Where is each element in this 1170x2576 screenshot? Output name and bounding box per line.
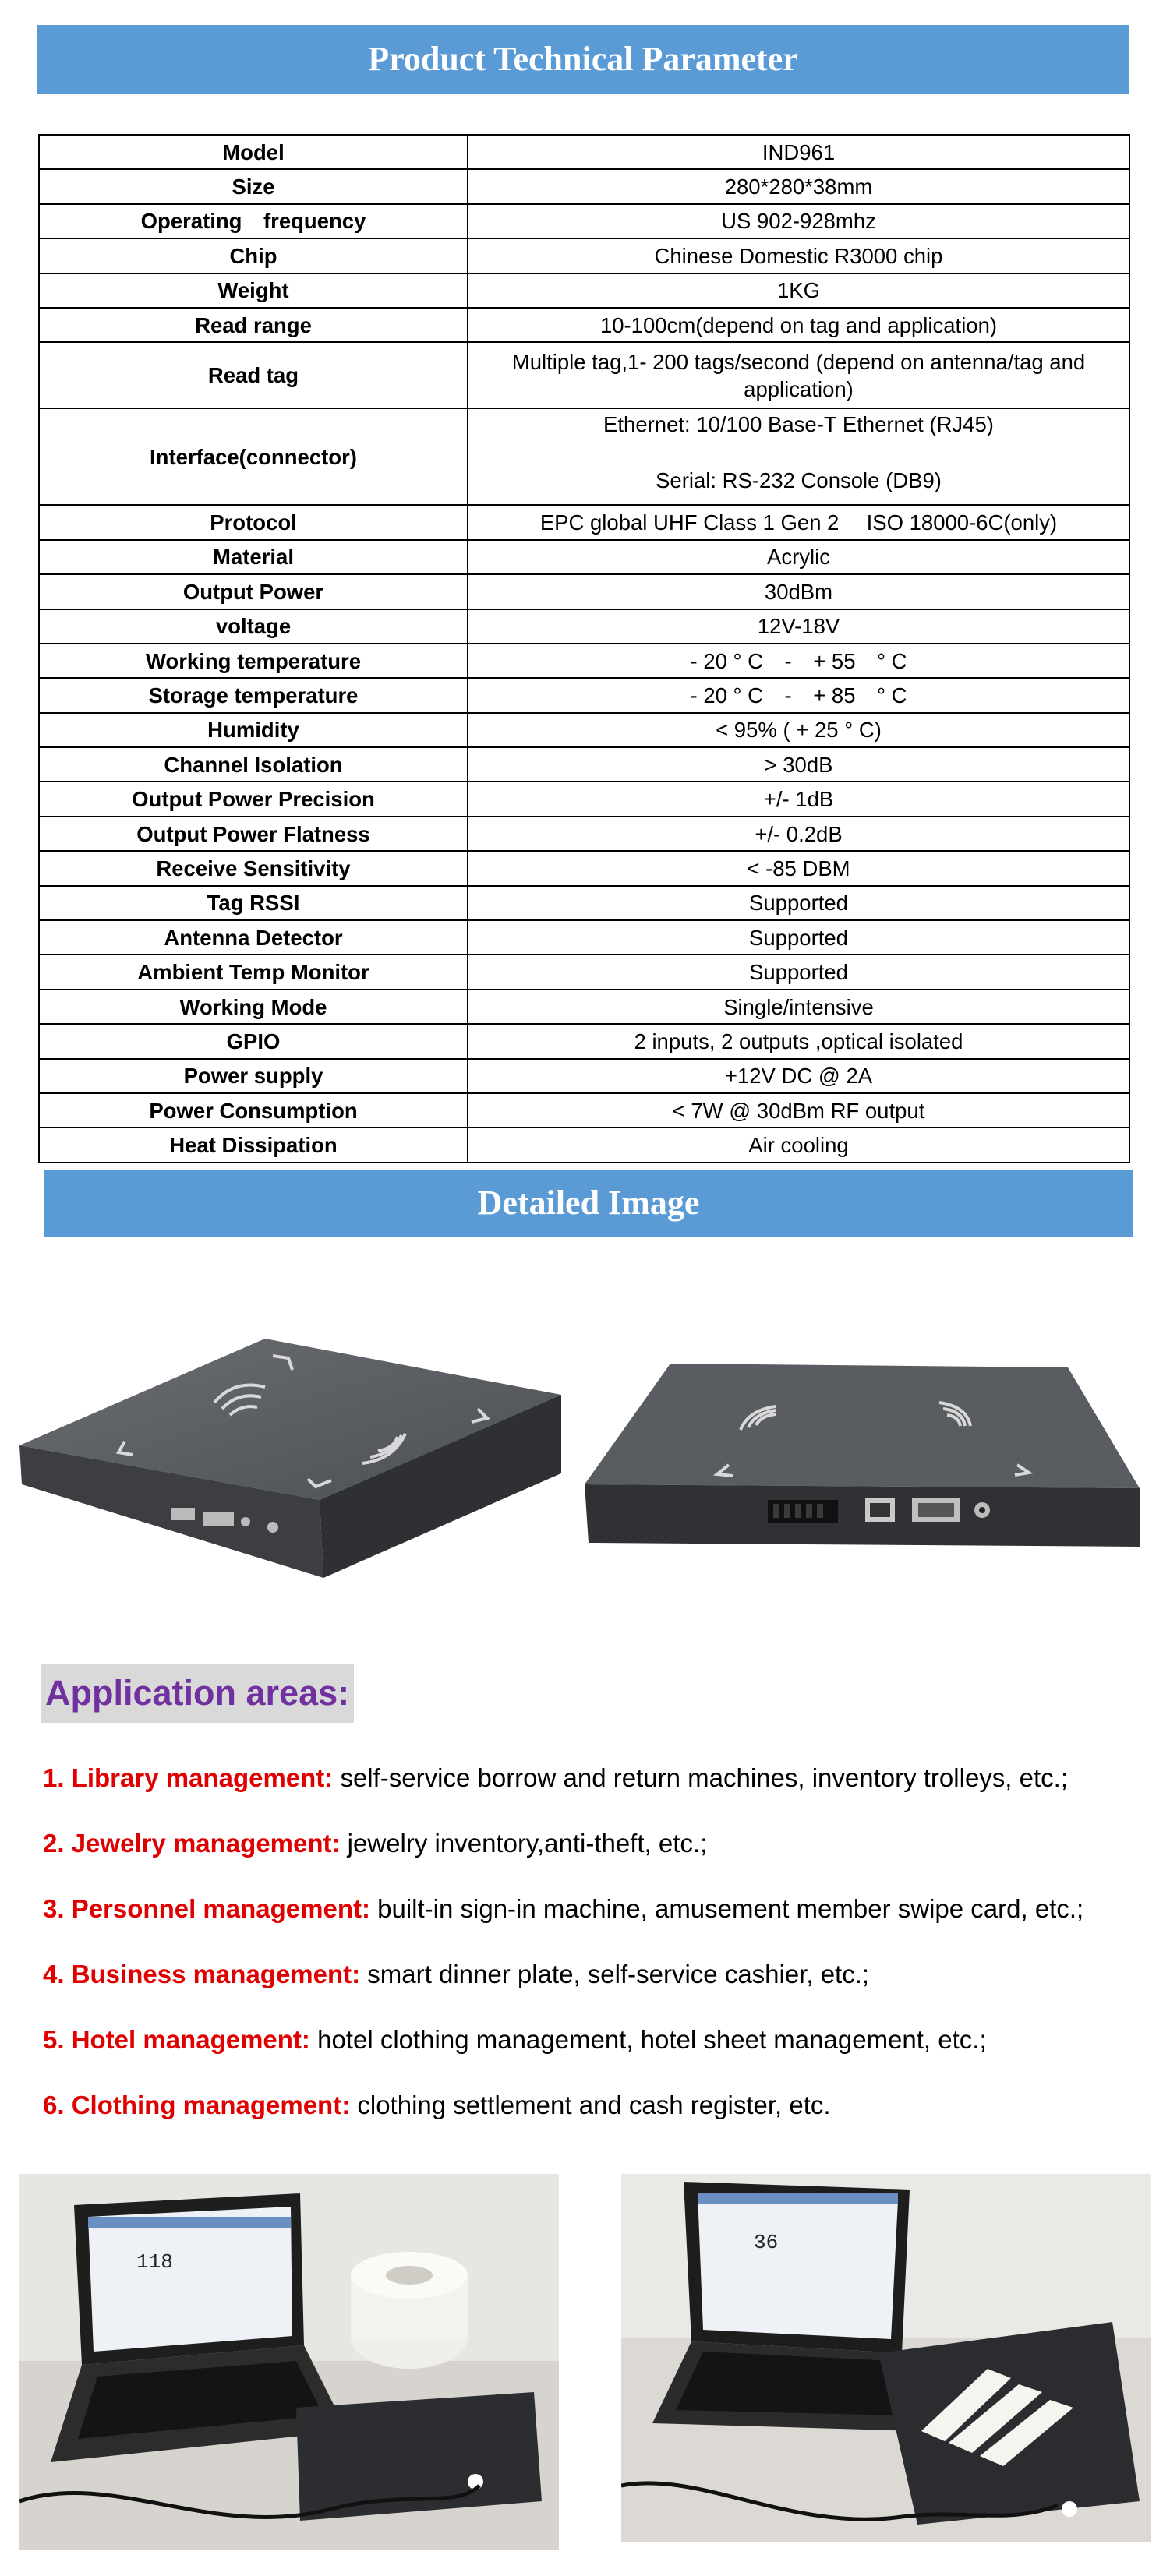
spec-label: GPIO [39, 1024, 468, 1058]
application-label: 6. Clothing management: [43, 2091, 351, 2119]
application-text: smart dinner plate, self-service cashier, etc.; [360, 1960, 870, 1988]
spec-label: Power supply [39, 1059, 468, 1093]
spec-row [39, 955, 1129, 989]
spec-value: IND961 [468, 135, 1129, 169]
spec-label: Power Consumption [39, 1093, 468, 1127]
spec-row [39, 782, 1129, 816]
spec-value: Acrylic [468, 540, 1129, 574]
application-text: clothing settlement and cash register, etc. [350, 2091, 831, 2119]
spec-value: 1KG [468, 273, 1129, 308]
detailed-image-banner: Detailed Image [44, 1170, 1133, 1237]
spec-row [39, 713, 1129, 747]
spec-label: Output Power Flatness [39, 817, 468, 851]
spec-value: +/- 1dB [468, 782, 1129, 816]
spec-value: - 20 ° C - + 55 ° C [468, 644, 1129, 678]
spec-value: 12V-18V [468, 609, 1129, 644]
spec-label: Operating frequency [39, 204, 468, 238]
device-photo-front [585, 1356, 1154, 1590]
spec-label: Channel Isolation [39, 747, 468, 782]
technical-parameter-banner: Product Technical Parameter [37, 25, 1129, 94]
spec-value: +12V DC @ 2A [468, 1059, 1129, 1093]
spec-value: 30dBm [468, 574, 1129, 609]
spec-row [39, 609, 1129, 644]
spec-row [39, 574, 1129, 609]
application-text: hotel clothing management, hotel sheet management, etc.; [309, 2025, 987, 2054]
spec-row [39, 135, 1129, 169]
spec-label: Ambient Temp Monitor [39, 955, 468, 989]
spec-row [39, 990, 1129, 1024]
spec-table [38, 134, 1130, 1163]
spec-label: Output Power Precision [39, 782, 468, 816]
screen-reading-2: 36 [754, 2231, 779, 2254]
spec-row [39, 169, 1129, 203]
application-label: 4. Business management: [43, 1960, 361, 1988]
application-item [43, 2090, 831, 2121]
spec-label: Chip [39, 238, 468, 273]
spec-value: Chinese Domestic R3000 chip [468, 238, 1129, 273]
application-label: 2. Jewelry management: [43, 1829, 341, 1858]
application-item [43, 1893, 1083, 1925]
spec-value: < 7W @ 30dBm RF output [468, 1093, 1129, 1127]
application-item [43, 2024, 987, 2056]
spec-value: 10-100cm(depend on tag and application) [468, 308, 1129, 342]
application-label: 1. Library management: [43, 1763, 334, 1792]
spec-label: voltage [39, 609, 468, 644]
spec-value-line: Serial: RS-232 Console (DB9) [656, 468, 942, 493]
spec-label: Output Power [39, 574, 468, 609]
application-item [43, 1763, 1068, 1794]
spec-label: Model [39, 135, 468, 169]
spec-label: Material [39, 540, 468, 574]
application-label: 5. Hotel management: [43, 2025, 310, 2054]
spec-value: +/- 0.2dB [468, 817, 1129, 851]
application-text: jewelry inventory,anti-theft, etc.; [340, 1829, 708, 1858]
spec-row [39, 747, 1129, 782]
spec-label: Antenna Detector [39, 920, 468, 955]
screen-reading-1: 118 [136, 2250, 173, 2274]
spec-label: Working Mode [39, 990, 468, 1024]
spec-row [39, 273, 1129, 308]
spec-row [39, 540, 1129, 574]
spec-row [39, 238, 1129, 273]
spec-value: < -85 DBM [468, 851, 1129, 885]
spec-label: Weight [39, 273, 468, 308]
application-text: built-in sign-in machine, amusement member swipe card, etc.; [369, 1894, 1084, 1923]
spec-label: Size [39, 169, 468, 203]
device-photo-angled [16, 1317, 561, 1629]
demo-photo-tag-roll [19, 2174, 559, 2550]
spec-row [39, 1024, 1129, 1058]
spec-label: Humidity [39, 713, 468, 747]
spec-row [39, 920, 1129, 955]
spec-value: Air cooling [468, 1127, 1129, 1162]
spec-label: Interface(connector) [39, 408, 468, 505]
demo-photo-tag-cards [621, 2174, 1151, 2542]
spec-label: Tag RSSI [39, 886, 468, 920]
spec-label: Storage temperature [39, 678, 468, 712]
spec-row [39, 1127, 1129, 1162]
spec-value-line: Ethernet: 10/100 Base-T Ethernet (RJ45) [603, 412, 994, 437]
spec-row [39, 342, 1129, 408]
spec-row [39, 308, 1129, 342]
spec-value: - 20 ° C - + 85 ° C [468, 678, 1129, 712]
spec-label: Read tag [39, 342, 468, 408]
spec-label: Read range [39, 308, 468, 342]
spec-row [39, 1093, 1129, 1127]
spec-value: US 902-928mhz [468, 204, 1129, 238]
spec-value [468, 408, 1129, 505]
spec-label: Protocol [39, 505, 468, 539]
spec-value: > 30dB [468, 747, 1129, 782]
spec-label: Working temperature [39, 644, 468, 678]
application-areas-title: Application areas: [41, 1664, 354, 1723]
spec-row [39, 886, 1129, 920]
spec-row [39, 817, 1129, 851]
spec-row [39, 505, 1129, 539]
spec-label: Receive Sensitivity [39, 851, 468, 885]
spec-value: 2 inputs, 2 outputs ,optical isolated [468, 1024, 1129, 1058]
spec-value: EPC global UHF Class 1 Gen 2 ISO 18000-6C(only) [468, 505, 1129, 539]
application-item [43, 1828, 707, 1859]
spec-value: Supported [468, 955, 1129, 989]
spec-row [39, 1059, 1129, 1093]
spec-value: < 95% ( + 25 ° C) [468, 713, 1129, 747]
spec-value: 280*280*38mm [468, 169, 1129, 203]
spec-row [39, 678, 1129, 712]
spec-value: Supported [468, 886, 1129, 920]
spec-row [39, 204, 1129, 238]
spec-row [39, 408, 1129, 505]
spec-value: Single/intensive [468, 990, 1129, 1024]
spec-value: Multiple tag,1- 200 tags/second (depend on antenna/tag and application) [468, 342, 1129, 408]
application-label: 3. Personnel management: [43, 1894, 370, 1923]
application-text: self-service borrow and return machines, inventory trolleys, etc.; [333, 1763, 1068, 1792]
spec-row [39, 851, 1129, 885]
application-item [43, 1959, 869, 1990]
spec-row [39, 644, 1129, 678]
spec-value: Supported [468, 920, 1129, 955]
spec-label: Heat Dissipation [39, 1127, 468, 1162]
